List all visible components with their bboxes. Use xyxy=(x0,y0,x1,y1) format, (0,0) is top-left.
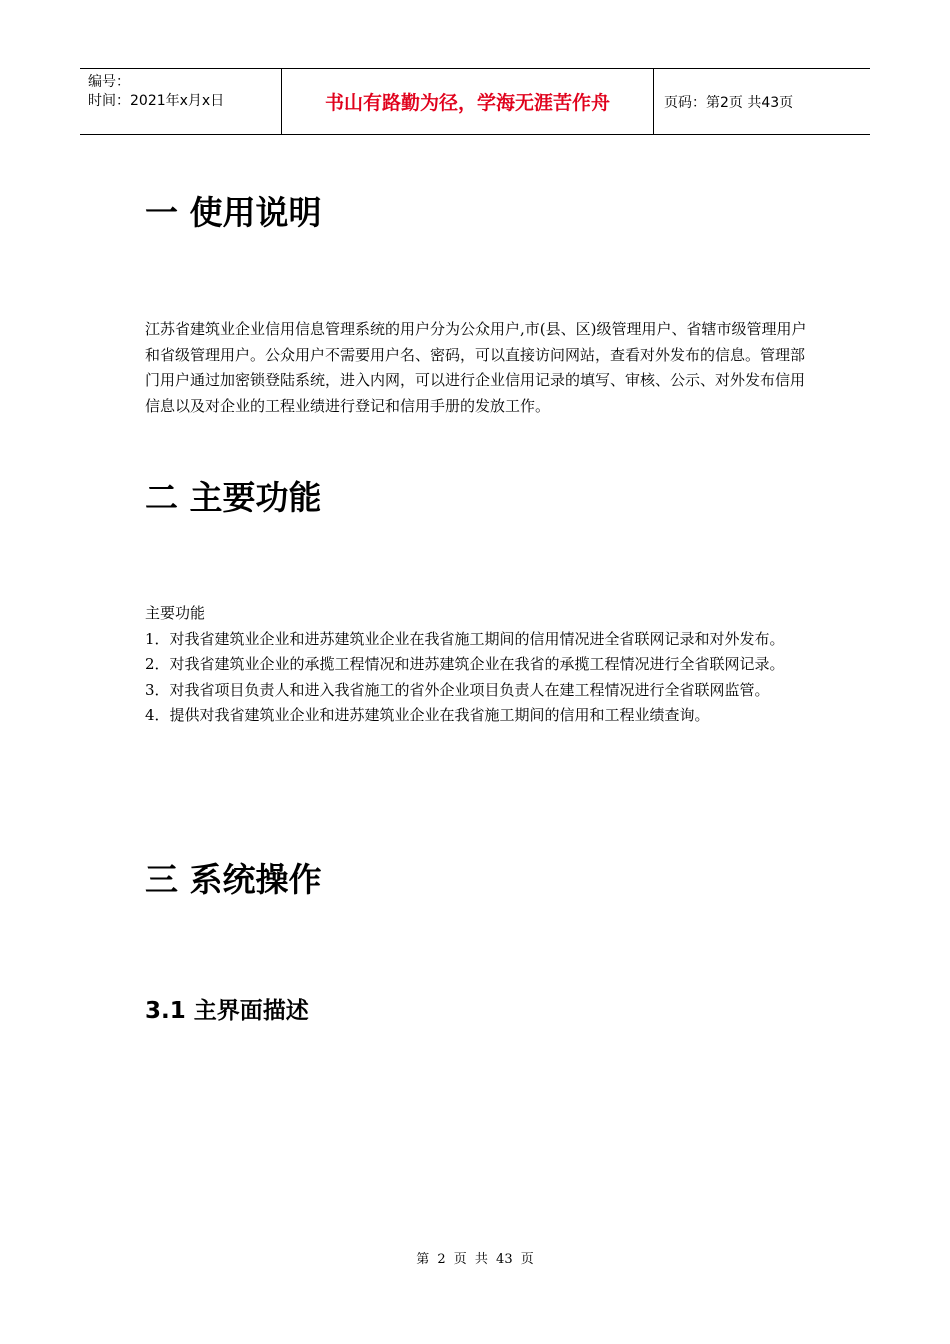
list-item: 3．对我省项目负责人和进入我省施工的省外企业项目负责人在建工程情况进行全省联网监管。 xyxy=(145,680,770,699)
header-page-info: 页码：第2页 共43页 xyxy=(664,94,794,111)
section-heading-functions: 二 主要功能 xyxy=(145,478,322,517)
page-footer: 第 2 页 共 43 页 xyxy=(416,1252,534,1267)
section-heading-operation: 三 系统操作 xyxy=(145,860,322,899)
list-item: 1．对我省建筑业企业和进苏建筑业企业在我省施工期间的信用情况进全省联网记录和对外发布。 xyxy=(145,629,785,648)
functions-list xyxy=(145,601,810,729)
header-motto: 书山有路勤为径，学海无涯苦作舟 xyxy=(282,69,654,134)
list-item: 4．提供对我省建筑业企业和进苏建筑业企业在我省施工期间的信用和工程业绩查询。 xyxy=(145,706,710,724)
subsection-heading-main-ui: 3.1 主界面描述 xyxy=(145,998,309,1024)
header-meta xyxy=(80,69,282,134)
list-item: 2．对我省建筑业企业的承揽工程情况和进苏建筑企业在我省的承揽工程情况进行全省联网记录。 xyxy=(145,655,785,673)
page-header xyxy=(80,68,870,135)
header-time-label: 时间：2021年x月x日 xyxy=(88,93,225,109)
section-heading-usage: 一 使用说明 xyxy=(145,193,322,232)
header-number-label: 编号： xyxy=(88,74,130,90)
functions-intro: 主要功能 xyxy=(145,604,206,622)
usage-paragraph: 江苏省建筑业企业信用信息管理系统的用户分为公众用户,市(县、区)级管理用户、省辖市级管理用户和省级管理用户。公众用户不需要用户名、密码，可以直接访问网站，查看对外发布的信息。管理部门用户通过加密锁登陆系统，进入内网，可以进行企业信用记录的填写、审核、公示、对外发布信用信息以及对企业的工程业绩进行登记和信用手册的发放工作。 xyxy=(145,320,807,415)
